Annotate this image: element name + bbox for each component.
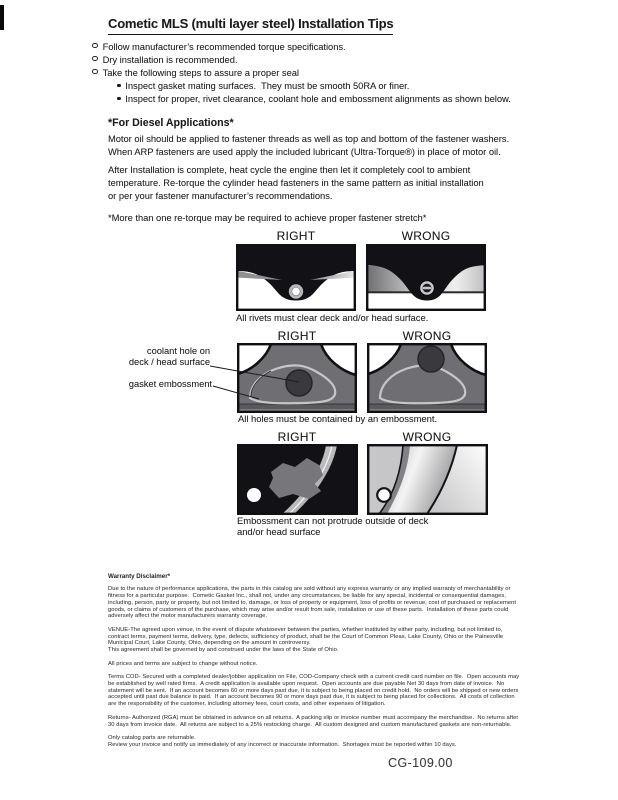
scan-registration-mark xyxy=(0,5,4,30)
diagram-rivet-wrong-image xyxy=(366,244,486,311)
disclaimer-paragraph-catalog xyxy=(108,735,528,749)
disclaimer-paragraph-terms xyxy=(108,674,528,708)
text-line: statement will be sent. If an account becomes 60 or more days past due, it is subject to being placed on credit hold. No orders will be shipped or new orders xyxy=(108,687,519,694)
tip-item xyxy=(92,41,511,54)
text-line: and/or head surface xyxy=(237,525,321,537)
text-line: adversely affect the motor manufacturers warranty coverage. xyxy=(108,613,268,620)
tip-text: Follow manufacturer’s recommended torque specifications. xyxy=(102,42,346,52)
sub-tip-item xyxy=(92,93,511,106)
warranty-disclaimer-section xyxy=(108,573,528,749)
text-line: fitness for a particular purpose. Cometic Gasket Inc., shall not, under any circumstances, be liable for any special, incidental or consequential damages, xyxy=(108,592,506,599)
tip-text: Dry installation is recommended. xyxy=(102,55,238,65)
text-line: This agreement shall be governed by and construed under the laws of the State of Ohio. xyxy=(108,647,339,654)
text-line: When ARP fasteners are used apply the included lubricant (Ultra-Torque®) in place of motor oil. xyxy=(108,147,501,157)
text-line: Returns- Authorized (RGA) must be obtained in advance on all returns. A packing slip or invoice number must accompany the merchandise. No returns after xyxy=(108,714,519,721)
diesel-paragraph-2 xyxy=(108,164,509,203)
text-line: Due to the nature of performance applications, the parts in this catalog are sold without any express warranty or any implied warranty of merchantability or xyxy=(108,586,511,592)
text-line: Embossment can not protrude outside of deck xyxy=(237,515,429,526)
text-line: be established by well rated firms. A credit application is available upon request. Open accounts are due payable Net 30 days from date of invoice. No xyxy=(108,680,505,687)
catalog-page-code: CG-109.00 xyxy=(388,756,453,770)
wrong-label-row3: WRONG xyxy=(402,430,452,444)
text-line: VENUE-The agreed upon venue, in the event of dispute whatsoever between the parties, whether instituted by either party, including, but not limited to, xyxy=(108,626,503,633)
right-label-row1: RIGHT xyxy=(276,229,316,243)
diagram-protrusion-right-image xyxy=(237,444,358,515)
tip-item xyxy=(92,54,511,67)
open-bullet-icon xyxy=(92,69,98,75)
text-line: contract terms, payment terms, delivery, type, defects, sufficiency of product, shall be the Court of Common Pleas, Lake County, Ohio or the Painesville xyxy=(108,633,504,640)
diesel-heading: *For Diesel Applications* xyxy=(108,117,234,129)
row3-caption xyxy=(237,516,428,537)
tip-item xyxy=(92,67,511,80)
diesel-section xyxy=(108,117,509,225)
wrong-label-row1: WRONG xyxy=(401,229,451,243)
text-line: All prices and terms are subject to change without notice. xyxy=(108,660,258,667)
text-line: Terms COD- Secured with a completed dealer/jobber application on File, COD-Company check with a current credit card number on file. Open accounts may xyxy=(108,673,520,680)
text-line: Motor oil should be applied to fastener threads as well as top and bottom of the fastener washers. xyxy=(108,134,510,144)
row2-caption: All holes must be contained by an embossment. xyxy=(238,413,438,424)
text-line: Review your invoice and notify us immediately of any incorrect or inaccurate information. Shortages must be reported within 10 days. xyxy=(108,741,457,748)
text-line: goods, or claims of customers of the purchase, which may arise and/or result from sale, installation or use of these parts. Installation of these parts could xyxy=(108,606,509,613)
diagram-protrusion-wrong-image xyxy=(367,444,488,515)
callout-leader-lines xyxy=(112,342,312,412)
text-line: Municipal Court, Lake County, Ohio, depending on the amount in controversy. xyxy=(108,640,311,647)
text-line: accepted until past due balance is paid. If an account becomes 90 or more days past due, it is subject to being placed for collections. All costs of collection xyxy=(108,694,515,701)
right-label-row2: RIGHT xyxy=(277,329,317,343)
sub-tip-item xyxy=(92,80,511,93)
disclaimer-paragraph-returns xyxy=(108,715,528,729)
row1-caption: All rivets must clear deck and/or head surface. xyxy=(236,312,429,323)
right-label-row3: RIGHT xyxy=(277,430,317,444)
page-title: Cometic MLS (multi layer steel) Installation Tips xyxy=(108,16,393,35)
text-line: coolant hole on xyxy=(146,346,210,356)
text-line: or per your fastener manufacturer’s recommendations. xyxy=(108,191,333,201)
text-line: are the responsibility of the customer, including attorney fees, court costs, and other expenses of litigation. xyxy=(108,701,386,708)
diesel-paragraph-1 xyxy=(108,133,509,159)
sub-tip-text: Inspect gasket mating surfaces. They must be smooth 50RA or finer. xyxy=(125,81,410,91)
installation-tips-list xyxy=(92,41,511,106)
disclaimer-heading: Warranty Disclaimer* xyxy=(108,573,171,580)
open-bullet-icon xyxy=(92,43,98,49)
text-line: After Installation is complete, heat cycle the engine then let it completely cool to ambient xyxy=(108,165,471,175)
tip-text: Take the following steps to assure a proper seal xyxy=(102,68,299,78)
text-line: Only catalog parts are returnable. xyxy=(108,734,196,741)
open-bullet-icon xyxy=(92,56,98,62)
text-line: including, person, party or property, but not limited to, damage, or loss of property or equipment, loss of profits or revenue, cost of purchased or replacement xyxy=(108,599,517,606)
callout-text: gasket embossment xyxy=(128,379,212,389)
disclaimer-paragraph-warranty xyxy=(108,586,528,620)
filled-bullet-icon xyxy=(117,97,121,101)
text-line: deck / head surface xyxy=(128,356,210,367)
filled-bullet-icon xyxy=(117,84,121,88)
disclaimer-paragraph-venue xyxy=(108,627,528,654)
diagram-rivet-right-image xyxy=(236,244,356,311)
sub-tip-text: Inspect for proper, rivet clearance, coolant hole and embossment alignments as shown below. xyxy=(125,94,511,104)
text-line: temperature. Re-torque the cylinder head fasteners in the same pattern as initial installation xyxy=(108,178,484,188)
diesel-retorque-note: *More than one re-torque may be required to achieve proper fastener stretch* xyxy=(108,213,427,223)
wrong-label-row2: WRONG xyxy=(402,329,452,343)
disclaimer-paragraph-prices xyxy=(108,661,528,668)
text-line: 30 days from invoice date. All returns are subject to a 25% restocking charge. All custom designed and custom manufactured gaskets are non-returnable. xyxy=(108,721,512,728)
diagram-embossment-wrong-image xyxy=(367,343,487,413)
